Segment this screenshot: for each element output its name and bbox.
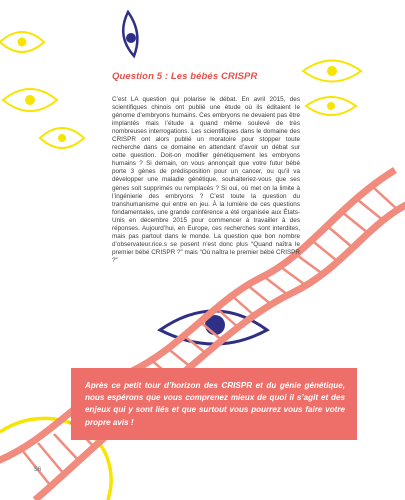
eye-icon xyxy=(306,97,356,115)
conclusion-text: Après ce petit tour d’horizon des CRISPR et du génie génétique, nous espérons que vous comprenez mieux de quoi il s’agit et des enjeux qui y sont liés et que surtout vous pourrez vous faire votre propre avis ! xyxy=(85,381,345,427)
section-body: C’est LA question qui polarise le débat. En avril 2015, des scientifiques chinois ont publié une étude où ils éditaient le génome d’embryons humains. Ces embryons ne devaient pas être implantés mais l’étude a quand même soulevé de très nombreuses interrogations. Les scientifiques dans le domaine des CRISPR ont alors publié un moratoire pour stopper toute recherche dans ce domaine en attendant d’avoir un débat sur cette question. Doit-on modifier génétiquement les embryons humains ? Si demain, on vous annonçait que votre futur bébé porte 3 gènes de prédisposition pour un cancer, ou qu’il va développer une maladie génétique, souhaiteriez-vous que ses gènes soit supprimés ou remplacés ? Si oui, où met on la limite à l’ingénierie des embryons ? C’est toute la question du transhumanisme qui entre en jeu. À la lumière de ces questions fondamentales, une grande conférence a été organisée aux États-Unis en décembre 2015 pour commencer à travailler à des réponses. Aujourd’hui, en Europe, ces recherches sont interdites, mais pas partout dans le monde. La question que bon nombre d’observateur.rice.s se posent n’est donc plus “Quand naîtra le premier bébé CRISPR ?” mais “Où naîtra le premier bébé CRISPR ?” xyxy=(112,96,300,264)
eye-icon xyxy=(123,12,137,56)
page-number: 56 xyxy=(34,466,42,473)
eye-icon xyxy=(303,61,361,82)
eye-icon xyxy=(0,32,44,52)
eye-icon xyxy=(40,128,84,148)
conclusion-box xyxy=(71,368,357,440)
section-title: Question 5 : Les bébés CRISPR xyxy=(112,71,258,82)
eye-icon xyxy=(3,89,57,111)
